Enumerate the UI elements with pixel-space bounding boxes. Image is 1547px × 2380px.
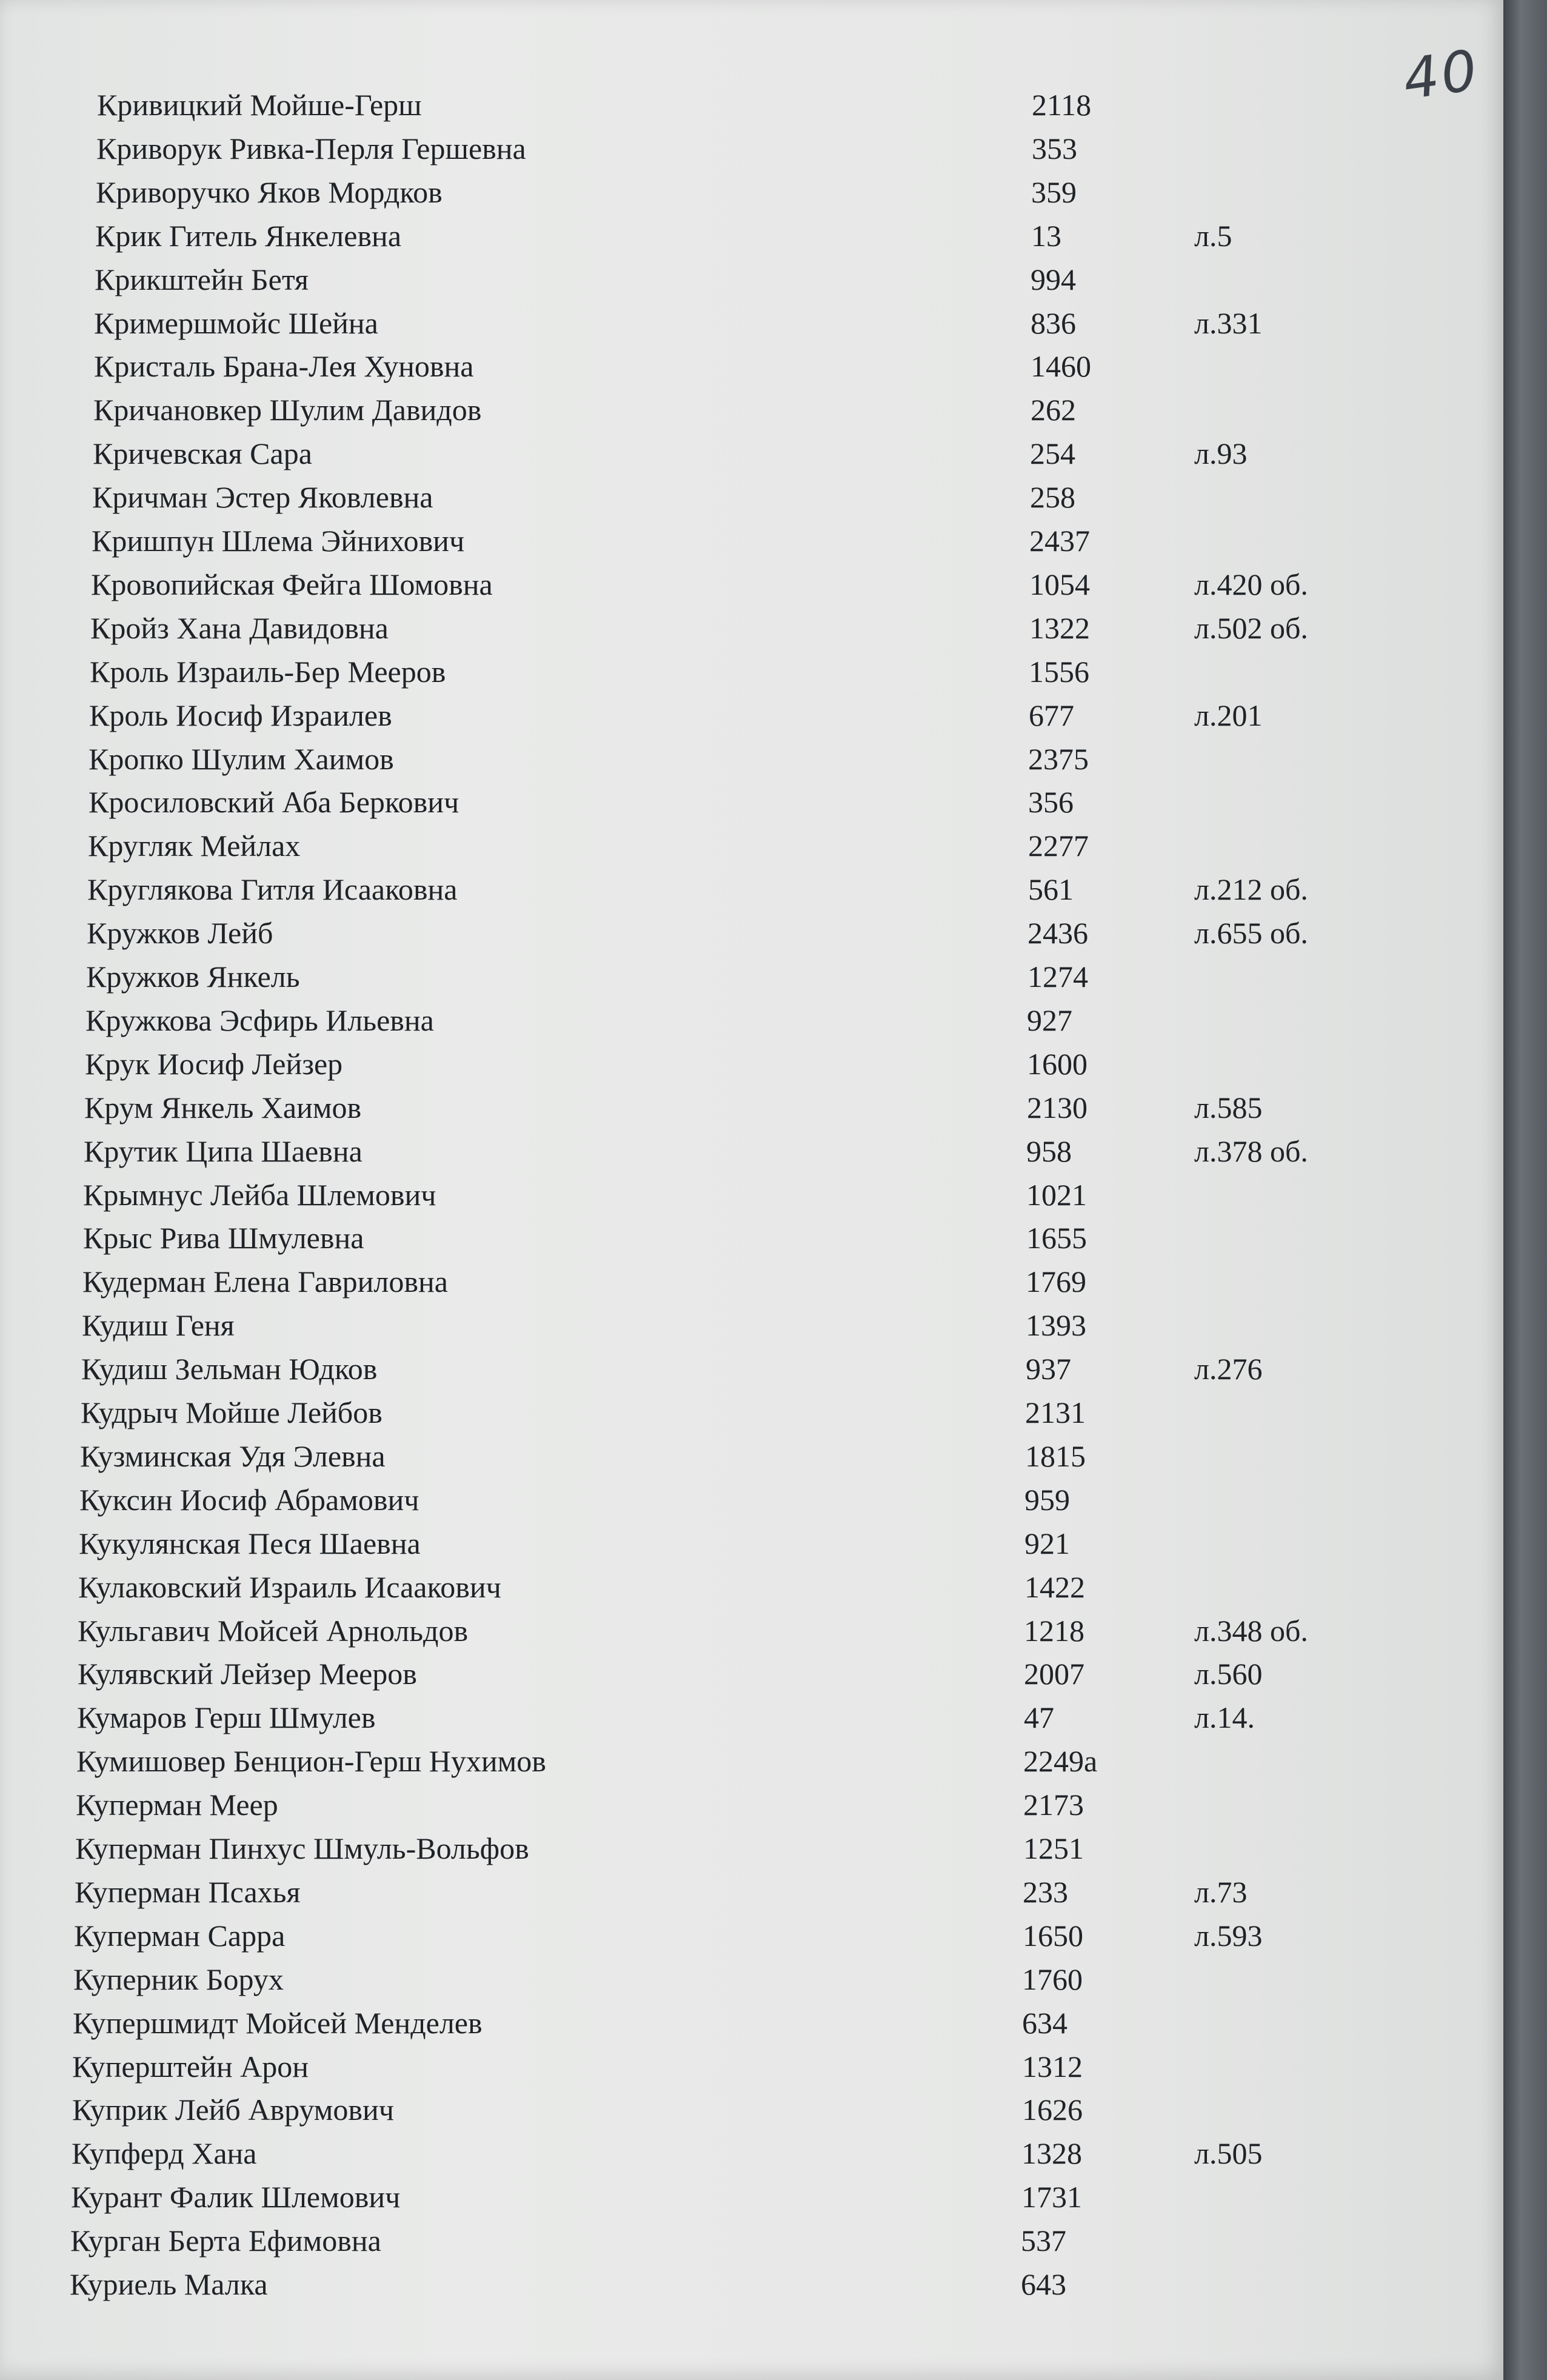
list-item [0,1434,1503,1478]
entry-sheet-ref: л.331 [1194,306,1263,340]
entry-name: Кришпун Шлема Эйнихович [92,524,465,558]
entry-number: 1731 [1021,2180,1082,2215]
list-item [0,432,1503,475]
list-item [0,1173,1503,1217]
entry-name: Кудрыч Мойше Лейбов [81,1396,383,1429]
entry-number: 1021 [1026,1177,1087,1212]
entry-name: Кружков Лейб [87,916,273,951]
entry-name: Кулаковский Израиль Исаакович [78,1569,501,1604]
entry-number: 643 [1021,2267,1066,2301]
entry-number: 2007 [1024,1657,1084,1691]
entry-name: Кудиш Геня [82,1308,235,1343]
entry-name: Куперник Борух [73,1962,284,1996]
list-item [0,1391,1503,1434]
entry-name: Кричевская Сара [93,436,312,471]
list-item [0,694,1503,737]
list-item [0,519,1503,563]
entry-name: Куперштейн Арон [72,2049,309,2084]
entry-name: Крымнус Лейба Шлемович [83,1177,436,1212]
handwritten-page-number: 40 [1399,37,1483,113]
list-item [0,606,1503,650]
entry-name: Кровопийская Фейга Шомовна [91,567,493,601]
entry-name: Кройз Хана Давидовна [90,610,389,645]
entry-name: Кричановкер Шулим Давидов [93,393,482,427]
entry-name: Куксин Иосиф Абрамович [79,1482,419,1517]
entry-sheet-ref: л.73 [1194,1874,1248,1909]
entry-number: 561 [1028,872,1074,907]
entry-number: 47 [1024,1700,1054,1735]
list-item [0,258,1503,301]
entry-sheet-ref: л.276 [1194,1352,1263,1386]
entry-sheet-ref: л.201 [1194,698,1263,732]
entry-number: 959 [1024,1482,1070,1517]
entry-name: Кудиш Зельман Юдков [81,1352,378,1386]
list-item [0,1827,1503,1870]
entry-number: 1422 [1024,1569,1085,1604]
entry-sheet-ref: л.502 об. [1194,610,1308,645]
entry-number: 2277 [1028,829,1089,863]
entry-number: 921 [1024,1526,1070,1560]
list-item [0,1870,1503,1914]
entry-number: 937 [1026,1352,1071,1386]
entry-name: Крум Янкель Хаимов [84,1090,362,1125]
entry-name: Куриель Малка [70,2267,268,2301]
list-item [0,867,1503,911]
entry-name: Кругляк Мейлах [88,829,301,863]
list-item [0,998,1503,1042]
list-item [0,650,1503,694]
entry-number: 2436 [1027,916,1088,951]
entry-name: Кричман Эстер Яковлевна [92,480,433,515]
entry-sheet-ref: л.348 об. [1194,1613,1308,1648]
entry-sheet-ref: л.593 [1194,1918,1263,1953]
list-item [0,475,1503,519]
list-item [0,1129,1503,1173]
list-item [0,1042,1503,1086]
entry-number: 1218 [1024,1613,1084,1648]
entry-sheet-ref: л.93 [1194,436,1248,471]
entry-number: 2249а [1023,1744,1098,1779]
list-item [0,1739,1503,1783]
entry-number: 353 [1032,131,1077,165]
list-item [0,2262,1503,2306]
entry-sheet-ref: л.420 об. [1194,567,1308,601]
entry-name: Куперман Пинхус Шмуль-Вольфов [75,1831,529,1865]
entry-number: 836 [1031,306,1076,340]
entry-number: 2118 [1032,88,1092,122]
entry-number: 1460 [1031,349,1091,384]
entry-number: 1322 [1029,610,1090,645]
entry-number: 1650 [1023,1918,1083,1953]
entry-name: Купферд Хана [72,2136,257,2171]
entry-name: Куперман Меер [76,1788,278,1822]
entry-name: Крик Гитель Янкелевна [95,218,402,253]
entry-name: Кумишовер Бенцион-Герш Нухимов [76,1744,546,1779]
list-item [0,1957,1503,2001]
entry-number: 2437 [1029,524,1090,558]
list-item [0,1696,1503,1739]
entry-number: 1655 [1026,1221,1087,1255]
entry-name: Курган Берта Ефимовна [70,2224,381,2258]
entry-number: 958 [1026,1134,1072,1168]
entry-number: 634 [1022,2005,1068,2040]
entry-number: 2375 [1028,741,1089,776]
entry-sheet-ref: л.655 об. [1194,916,1308,951]
list-item [0,2175,1503,2219]
entry-number: 2173 [1023,1788,1084,1822]
entry-name: Кузминская Удя Элевна [80,1439,386,1473]
entry-number: 927 [1027,1003,1072,1037]
entry-number: 1760 [1022,1962,1083,1996]
list-item [0,737,1503,781]
entry-name: Кросиловский Аба Беркович [89,785,459,820]
entry-number: 262 [1031,393,1076,427]
list-item [0,301,1503,345]
list-item [0,2088,1503,2131]
list-item [0,2045,1503,2088]
list-item [0,1478,1503,1522]
list-item [0,780,1503,824]
entry-number: 1600 [1027,1046,1088,1081]
list-item [0,388,1503,432]
entry-name: Кристаль Брана-Лея Хуновна [94,349,474,384]
entry-number: 677 [1029,698,1074,732]
entry-name: Куперман Сарра [74,1918,286,1953]
list-item [0,2001,1503,2045]
entry-sheet-ref: л.378 об. [1194,1134,1308,1168]
entry-name: Куперман Псахья [75,1874,301,1909]
entry-number: 1312 [1022,2049,1083,2084]
list-item [0,83,1503,127]
list-item [0,911,1503,955]
entry-name: Кроль Израиль-Бер Мееров [90,654,446,689]
entry-name: Крикштейн Бетя [95,262,309,296]
entry-number: 1274 [1027,960,1088,994]
list-item [0,127,1503,170]
entry-number: 233 [1023,1874,1068,1909]
entry-sheet-ref: л.5 [1194,218,1232,253]
entry-number: 356 [1028,785,1074,820]
list-item [0,1914,1503,1957]
entry-name: Купершмидт Мойсей Менделев [73,2005,483,2040]
list-item [0,955,1503,998]
entry-name: Крыс Рива Шмулевна [83,1221,364,1255]
list-item [0,1303,1503,1347]
entry-name: Кроль Иосиф Израилев [89,698,392,732]
list-item [0,344,1503,388]
entry-number: 258 [1030,480,1075,515]
entry-number: 1769 [1026,1265,1086,1299]
list-item [0,1565,1503,1609]
entry-name: Криворучко Яков Мордков [96,175,443,209]
entry-number: 1328 [1021,2136,1082,2171]
entry-sheet-ref: л.585 [1194,1090,1263,1125]
list-item [0,1522,1503,1565]
list-item [0,2219,1503,2262]
entry-name: Кульгавич Мойсей Арнольдов [78,1613,469,1648]
entry-number: 1251 [1023,1831,1084,1865]
entry-name: Крук Иосиф Лейзер [85,1046,343,1081]
entry-sheet-ref: л.560 [1194,1657,1263,1691]
list-item [0,2131,1503,2175]
list-item [0,170,1503,214]
list-item [0,1347,1503,1391]
entry-number: 994 [1031,262,1076,296]
list-item [0,1086,1503,1129]
entry-sheet-ref: л.505 [1194,2136,1263,2171]
entry-number: 1626 [1022,2093,1083,2127]
entry-name: Кудерман Елена Гавриловна [82,1265,448,1299]
entry-number: 1556 [1029,654,1089,689]
entry-number: 1054 [1029,567,1090,601]
entry-name: Кумаров Герш Шмулев [77,1700,376,1735]
entry-name: Кропко Шулим Хаимов [89,741,394,776]
list-item [0,824,1503,867]
list-item [0,214,1503,258]
entry-number: 537 [1021,2224,1066,2258]
entry-number: 2130 [1027,1090,1088,1125]
entry-name: Криворук Ривка-Перля Гершевна [96,131,526,165]
entry-name: Круглякова Гитля Исааковна [87,872,458,907]
entry-name: Кружкова Эсфирь Ильевна [85,1003,434,1037]
entry-number: 359 [1031,175,1077,209]
entry-number: 13 [1031,218,1061,253]
list-item [0,1260,1503,1303]
entry-name: Курант Фалик Шлемович [71,2180,401,2215]
entry-sheet-ref: л.14. [1194,1700,1255,1735]
list-item [0,1609,1503,1653]
entry-number: 254 [1030,436,1075,471]
list-item [0,1216,1503,1260]
scan-edge [1503,0,1547,2380]
entry-name: Кривицкий Мойше-Герш [97,88,422,122]
entry-name: Кулявский Лейзер Мееров [78,1657,417,1691]
entry-name: Крутик Ципа Шаевна [84,1134,363,1168]
entry-number: 1815 [1025,1439,1086,1473]
entry-number: 1393 [1026,1308,1086,1343]
entry-name: Кримершмойс Шейна [94,306,378,340]
entry-number: 2131 [1025,1396,1086,1429]
list-item [0,1652,1503,1696]
entry-name: Кукулянская Песя Шаевна [79,1526,421,1560]
list-item [0,563,1503,606]
entry-name: Куприк Лейб Аврумович [72,2093,394,2127]
entry-sheet-ref: л.212 об. [1194,872,1308,907]
list-item [0,1783,1503,1827]
entry-name: Кружков Янкель [86,960,300,994]
